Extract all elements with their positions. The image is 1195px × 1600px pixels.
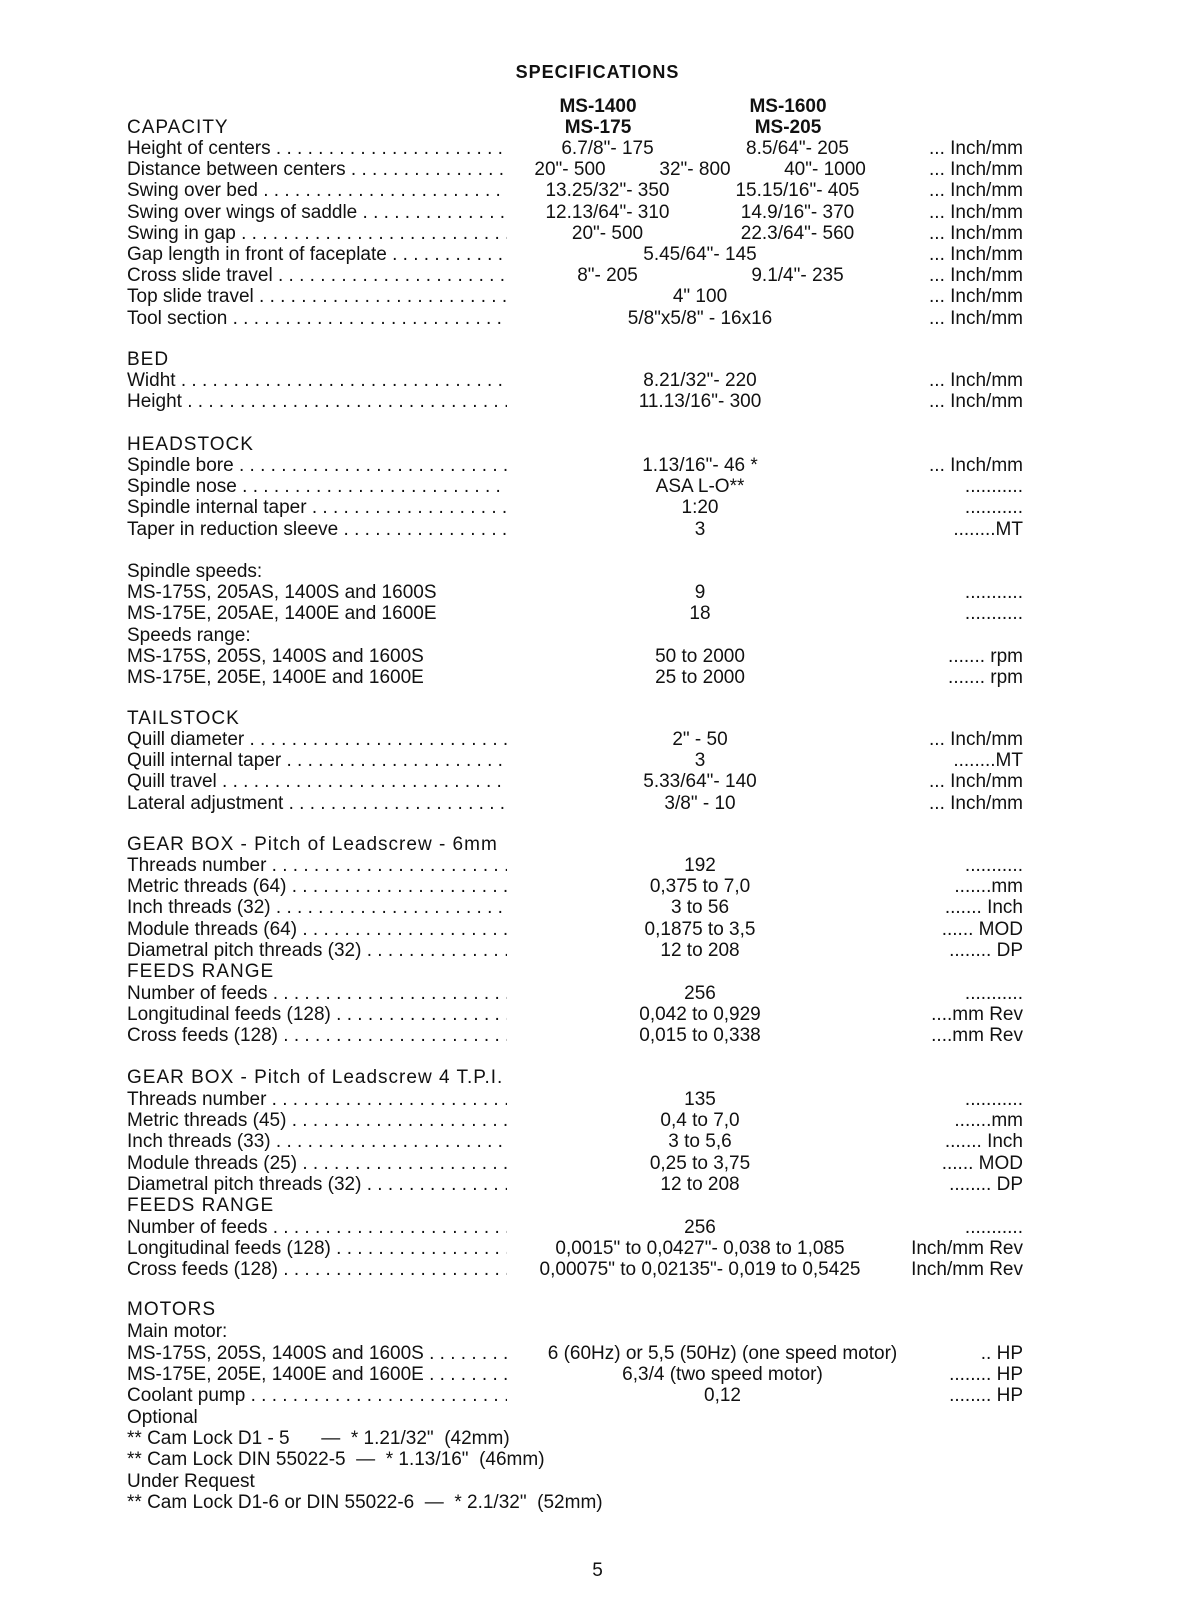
section-capacity: CAPACITY [127,117,229,138]
unit: Inch/mm Rev [911,1238,1023,1260]
value-ms1400: 12.13/64"- 310 [545,201,670,223]
main-motor-heading: Main motor: [127,1321,228,1342]
unit: ....... Inch [944,897,1023,919]
value: 0,375 to 7,0 [649,876,751,898]
row-label: MS-175E, 205E, 1400E and 1600E . . . [127,1364,507,1385]
row-label: Coolant pump . . . [127,1385,507,1406]
unit: ... Inch/mm [929,729,1023,750]
value: 4" 100 [672,286,728,308]
value: 3 to 56 [670,897,730,919]
value-ms1600: 8.5/64"- 205 [746,138,849,159]
gearbox-tpi-feed-row [0,1238,1195,1259]
value: 0,1875 to 3,5 [644,918,756,940]
value: 1.13/16"- 46 * [642,455,758,476]
unit: ........ HP [949,1364,1023,1386]
value: 5.33/64"- 140 [643,771,757,793]
speeds-range-row [0,667,1195,688]
value: 3/8" - 10 [664,792,736,814]
gearbox-tpi-row [0,1174,1195,1195]
unit: ...... MOD [941,1152,1023,1174]
value-ms1400: 20"- 500 [571,222,644,244]
section-gearbox-mm: GEAR BOX - Pitch of Leadscrew - 6mm [127,834,498,855]
value-ms1600: 22.3/64"- 560 [740,222,855,244]
capacity-row [0,223,1195,244]
page-title: SPECIFICATIONS [515,62,680,82]
value: 11.13/16"- 300 [638,391,762,413]
optional-item: ** Cam Lock D1 - 5 — * 1.21/32" (42mm) [127,1428,510,1449]
value: 12 to 208 [660,1173,740,1195]
gearbox-mm-row [0,940,1195,961]
gearbox-tpi-feed-row [0,1259,1195,1280]
value-ms1400: 6.7/8"- 175 [561,138,654,159]
row-label: Height of centers . . . [127,138,507,159]
row-label: Swing over wings of saddle . . . [127,202,507,223]
capacity-row [0,138,1195,159]
unit: Inch/mm Rev [911,1259,1023,1281]
value: 0,015 to 0,338 [639,1025,761,1047]
row-label: Longitudinal feeds (128) . . . [127,1238,507,1259]
speeds-range-row [0,646,1195,667]
unit: ... Inch/mm [929,370,1023,391]
section-tailstock: TAILSTOCK [127,708,240,729]
row-label: Metric threads (64) . . . [127,876,507,897]
request-item: ** Cam Lock D1-6 or DIN 55022-6 — * 2.1/32" (52mm) [127,1492,603,1513]
value: 5.45/64"- 145 [643,244,757,265]
request-heading: Under Request [127,1471,255,1492]
optional-heading: Optional [127,1407,198,1428]
value-ms1600: 15.15/16"- 405 [735,180,860,202]
unit: ... Inch/mm [929,180,1023,202]
value: 0,12 [704,1385,741,1407]
value: ASA L-O** [655,476,745,498]
value: 1:20 [681,497,719,519]
gearbox-mm-feeds-heading: FEEDS RANGE [127,961,275,982]
speeds-range-heading: Speeds range: [127,625,251,646]
row-label: MS-175S, 205S, 1400S and 1600S [127,646,424,667]
value: 9 [694,582,706,603]
section-gearbox-tpi: GEAR BOX - Pitch of Leadscrew 4 T.P.I. [127,1067,504,1088]
value: 25 to 2000 [655,667,745,689]
row-label: Inch threads (33) . . . [127,1131,507,1152]
value-ms1400: 8"- 205 [577,265,638,287]
row-label: MS-175S, 205S, 1400S and 1600S . . . [127,1343,507,1364]
headstock-row [0,519,1195,540]
unit: ........... [964,582,1023,603]
gearbox-mm-row [0,855,1195,876]
row-label: Widht . . . [127,370,507,391]
value-ms1600: 14.9/16"- 370 [740,201,855,223]
value: 135 [684,1089,716,1110]
headstock-row [0,455,1195,476]
row-label: Quill diameter . . . [127,729,507,750]
unit: ........... [964,1089,1023,1110]
motors-row [0,1343,1195,1364]
row-label: Cross slide travel . . . [127,265,507,286]
value: 18 [689,603,711,625]
unit: .......mm [954,1110,1023,1132]
row-label: Spindle bore . . . [127,455,507,476]
value-c: 40"- 1000 [784,159,866,181]
gearbox-mm-row [0,897,1195,918]
unit: ........... [964,855,1023,876]
gearbox-tpi-row [0,1131,1195,1152]
section-headstock: HEADSTOCK [127,434,254,455]
speeds-row [0,603,1195,624]
speeds-heading: Spindle speeds: [127,561,263,582]
unit: ....... Inch [944,1131,1023,1153]
tailstock-row [0,729,1195,750]
value: 0,042 to 0,929 [639,1004,761,1026]
row-label: Diametral pitch threads (32) . . . [127,940,507,961]
row-label: Lateral adjustment . . . [127,793,507,814]
row-label: Swing in gap . . . [127,223,507,244]
value: 3 [694,518,706,540]
unit: ........ DP [949,939,1023,961]
tailstock-row [0,793,1195,814]
gearbox-mm-feed-row [0,1025,1195,1046]
page-number: 5 [592,1560,603,1581]
row-label: Cross feeds (128) . . . [127,1259,507,1280]
unit: ... Inch/mm [929,286,1023,308]
value: 192 [684,855,716,876]
capacity-row [0,244,1195,265]
gearbox-mm-feed-row [0,1004,1195,1025]
gearbox-tpi-row [0,1110,1195,1131]
unit: ... Inch/mm [929,307,1023,329]
col2-header-1: MS-1600 [749,96,827,117]
tailstock-row [0,771,1195,792]
row-label: Gap length in front of faceplate . . . [127,244,507,265]
gearbox-mm-row [0,876,1195,897]
unit: ........... [964,476,1023,498]
gearbox-tpi-row [0,1153,1195,1174]
value: 3 [694,750,706,772]
unit: ... Inch/mm [929,455,1023,476]
gearbox-tpi-row [0,1089,1195,1110]
value-ms1600: 9.1/4"- 235 [751,265,844,287]
value: 8.21/32"- 220 [643,370,757,391]
unit: ... Inch/mm [929,391,1023,413]
col1-header-1: MS-1400 [559,96,637,117]
value: 50 to 2000 [655,646,745,667]
row-label: Spindle nose . . . [127,476,507,497]
value: 3 to 5,6 [668,1131,732,1153]
row-label: Spindle internal taper . . . [127,497,507,518]
section-bed: BED [127,349,170,370]
unit: ...... MOD [941,918,1023,940]
gearbox-mm-row [0,919,1195,940]
value-b: 32"- 800 [659,159,731,181]
value: 6 (60Hz) or 5,5 (50Hz) (one speed motor) [547,1343,898,1364]
value: 2" - 50 [672,729,728,750]
row-label: Inch threads (32) . . . [127,897,507,918]
value: 6,3/4 (two speed motor) [622,1364,823,1386]
row-label: Tool section . . . [127,308,507,329]
capacity-row [0,180,1195,201]
row-label: MS-175E, 205E, 1400E and 1600E [127,667,424,689]
row-label: Swing over bed . . . [127,180,507,201]
unit: ... Inch/mm [929,201,1023,223]
capacity-row [0,159,1195,180]
headstock-row [0,476,1195,497]
col2-header-2: MS-205 [754,117,822,138]
row-label: Height . . . [127,391,507,412]
row-label: Diametral pitch threads (32) . . . [127,1174,507,1195]
bed-row [0,370,1195,391]
unit: ........MT [953,518,1023,540]
unit: ........ DP [949,1173,1023,1195]
motors-row [0,1364,1195,1385]
unit: ... Inch/mm [929,222,1023,244]
unit: ....... rpm [948,646,1023,667]
value-a: 20"- 500 [534,159,606,181]
value: 12 to 208 [660,939,740,961]
unit: ........... [964,983,1023,1004]
row-label: MS-175S, 205AS, 1400S and 1600S [127,582,437,603]
capacity-row [0,265,1195,286]
value-ms1400: 13.25/32"- 350 [545,180,670,202]
bed-row [0,391,1195,412]
section-motors: MOTORS [127,1299,217,1320]
motors-row [0,1385,1195,1406]
capacity-row [0,202,1195,223]
row-label: Module threads (64) . . . [127,919,507,940]
value: 5/8"x5/8" - 16x16 [627,307,773,329]
speeds-row [0,582,1195,603]
unit: ........... [964,1217,1023,1238]
unit: ... Inch/mm [929,771,1023,793]
row-label: Cross feeds (128) . . . [127,1025,507,1046]
unit: ....... rpm [948,667,1023,689]
row-label: Distance between centers . . . [127,159,507,180]
unit: ........ HP [949,1385,1023,1407]
unit: ........... [964,603,1023,625]
unit: ........MT [953,750,1023,772]
row-label: Threads number . . . [127,1089,507,1110]
col1-header-2: MS-175 [564,117,632,138]
unit: ....mm Rev [931,1025,1023,1047]
unit: ... Inch/mm [929,265,1023,287]
unit: ....mm Rev [931,1004,1023,1026]
row-label: Quill internal taper . . . [127,750,507,771]
gearbox-mm-feed-row [0,983,1195,1004]
unit: .......mm [954,876,1023,898]
unit: .. HP [980,1343,1023,1364]
row-label: Number of feeds . . . [127,1217,507,1238]
row-label: Quill travel . . . [127,771,507,792]
row-label: Metric threads (45) . . . [127,1110,507,1131]
row-label: Number of feeds . . . [127,983,507,1004]
value: 0,4 to 7,0 [660,1110,740,1132]
value: 256 [684,1217,716,1238]
row-label: MS-175E, 205AE, 1400E and 1600E [127,603,437,625]
row-label: Module threads (25) . . . [127,1153,507,1174]
tailstock-row [0,750,1195,771]
gearbox-tpi-feed-row [0,1217,1195,1238]
optional-item: ** Cam Lock DIN 55022-5 — * 1.13/16" (46mm) [127,1449,545,1471]
row-label: Longitudinal feeds (128) . . . [127,1004,507,1025]
capacity-row [0,286,1195,307]
value: 0,00075" to 0,02135"- 0,019 to 0,5425 [539,1259,861,1281]
unit: ... Inch/mm [929,244,1023,265]
headstock-row [0,497,1195,518]
row-label: Threads number . . . [127,855,507,876]
capacity-row [0,308,1195,329]
value: 0,25 to 3,75 [649,1152,751,1174]
value: 256 [684,983,716,1004]
row-label: Top slide travel . . . [127,286,507,307]
unit: ... Inch/mm [929,138,1023,159]
value: 0,0015" to 0,0427"- 0,038 to 1,085 [555,1238,845,1260]
row-label: Taper in reduction sleeve . . . [127,519,507,540]
unit: ........... [964,497,1023,519]
gearbox-tpi-feeds-heading: FEEDS RANGE [127,1195,275,1216]
unit: ... Inch/mm [929,159,1023,181]
unit: ... Inch/mm [929,792,1023,814]
